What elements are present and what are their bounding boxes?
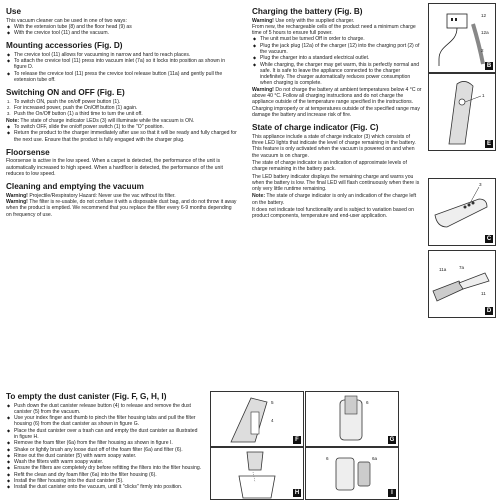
list-item: ◆ While charging, the charger may get warm, this is perfectly normal and safe. It is safe to leave the appliance connected to the charger indefinitely. The charger automatically reduces power consumption when charging is complete. [252, 62, 422, 87]
warning-label: Warning! [252, 17, 274, 24]
list-item: ◆ Plug the charger into a standard electrical outlet. [252, 55, 422, 61]
indicator-p4: It does not indicate tool functionality and is subject to variation based on product components, temperature and end-user application. [252, 207, 414, 220]
figure-h-illustration [211, 448, 303, 499]
figure-d [428, 250, 496, 318]
warning-text: Projectile/Respiratory Hazard: Never use the vac without its filter. [29, 192, 176, 199]
fig-number: 5 [271, 400, 274, 405]
figure-i-illustration [306, 448, 398, 499]
figure-label: E [486, 141, 491, 147]
figure-i [305, 447, 399, 500]
figure-b [428, 3, 496, 73]
fig-number: 2 [481, 48, 484, 53]
list-item: ◆ Shake or lightly brush any loose dust off of the foam filter (6a) and filter (6). [6, 447, 202, 453]
figure-label: D [486, 308, 492, 314]
figure-e [428, 73, 496, 151]
use-intro: This vacuum cleaner can be used in one of two ways: [6, 17, 127, 24]
indicator-note [252, 193, 422, 206]
empty-heading: To empty the dust canister (Fig. F, G, H, I) [6, 392, 167, 401]
list-item: ◆ Place the dust canister over a trash can and empty the dust canister as illustrated in figure H. [6, 428, 202, 441]
switching-heading: Switching ON and OFF (Fig. E) [6, 88, 125, 98]
figure-g-illustration [306, 392, 398, 446]
empty-canister-section [6, 387, 238, 491]
fig-number: 6 [366, 400, 369, 405]
use-heading: Use [6, 7, 22, 16]
empty-list [6, 403, 202, 491]
warning-label: Warning! [6, 199, 28, 206]
note-label: Note: [252, 193, 266, 200]
right-column [252, 2, 422, 220]
use-list [6, 24, 238, 37]
list-item: ◆ Rinse out the dust canister (5) with warm soapy water. [6, 453, 202, 459]
figure-label: F [293, 436, 301, 444]
figure-label: H [294, 490, 300, 496]
list-item: ◆ Use your index finger and thumb to pinch the filter housing tabs and pull the filter housing (6) from the dust canister as shown in figure G. [6, 415, 202, 428]
list-item: ◆ To release the crevice tool (11) press the crevice tool release button (11a) and gently pull the extension tube off. [6, 71, 238, 84]
warning-label: Warning! [252, 86, 274, 93]
fig-number: 12 [481, 13, 487, 18]
indicator-heading: State of charge indicator (Fig. C) [252, 123, 379, 133]
figure-label: G [389, 437, 395, 443]
floorsense-heading: Floorsense [6, 147, 50, 157]
fig-number: 4 [271, 418, 274, 423]
list-item: ◆ Install the filter housing into the dust canister (5). [6, 478, 202, 484]
charging-intro: From new, the rechargeable cells of the product need a minimum charge time of 5 hours to ensure full power. [252, 23, 416, 37]
list-item: ◆ With the crevice tool (11) and the vacuum. [6, 30, 238, 36]
charging-list [252, 36, 422, 86]
list-item: ◆ The crevice tool (11) allows for vacuuming in narrow and hard to reach places. [6, 52, 238, 58]
cleaning-warning-2 [6, 199, 238, 218]
figure-label: C [486, 236, 492, 242]
fig-number: 7a [459, 265, 465, 270]
figure-h [210, 447, 304, 500]
list-item: ◆ Ensure the filters are completely dry before refitting the filters into the filter housing. [6, 465, 202, 471]
list-item: ◆ With the extension tube (8) and the floor head (9) as [6, 24, 238, 30]
fig-number: 11a [439, 267, 447, 272]
list-item: ◆ Return the product to the charger immediately after use so that it will be ready and fully charged for the next use. Ensure that the product is fully engaged with the charger plug. [6, 130, 238, 143]
indicator-p3: The LED battery indicator displays the remaining charge and warns you when the battery is low. The final LED will flash continuously when there is only very little runtime remaining. [252, 173, 420, 193]
warning-label: Warning! [6, 192, 28, 199]
warning-text: Do not charge the battery at ambient temperatures below 4 °C or above 40 °C. Follow all charging instructions and do not charge the appliance outside of the temperature range specified in the instructions. Charging improperly or at temperatures outside of the specified range may damage the battery and increase risk of fire. [252, 86, 422, 118]
left-column [6, 2, 238, 218]
list-item: ◆ Plug the jack plug (12a) of the charger (12) into the charging port (2) of the vacuum. [252, 43, 422, 56]
fig-number: 1 [482, 93, 485, 98]
list-item: ◆ Remove the foam filter (6a) from the filter housing as shown in figure I. [6, 440, 202, 446]
switching-list [6, 124, 238, 143]
list-item: For increased power, push the On/Off button (1) again. [14, 105, 138, 112]
figure-f-illustration [211, 392, 303, 446]
figure-label: I [388, 489, 396, 497]
fig-number: 3 [479, 182, 482, 187]
warning-text: The filter is re-usable, do not confuse it with a disposable dust bag, and do not throw it away when the product is emptied. We recommend that you replace the filter every 6-9 months depending on frequency of use. [6, 199, 237, 218]
note-text: The state of charge indicator LEDs (3) will illuminate while the vacuum is ON. [20, 117, 195, 124]
figure-label: B [486, 63, 492, 69]
fig-number: 6a [372, 456, 378, 461]
list-item: ◆ To switch OFF, slide the on/off power switch (1) to the "O" position. [6, 124, 238, 130]
figure-f [210, 391, 304, 447]
list-item: ◆ Install the dust canister onto the vacuum, until it "clicks" firmly into position. [6, 484, 202, 490]
cleaning-heading: Cleaning and emptying the vacuum [6, 182, 144, 192]
figure-c [428, 178, 496, 246]
warning-text: Use only with the supplied charger. [275, 17, 355, 24]
list-item: ◆ The unit must be turned Off in order to charge. [252, 36, 422, 42]
list-item: ◆ Wash the filters with warm soapy water. [6, 459, 202, 465]
switching-steps [6, 99, 238, 118]
note-label: Note: [6, 117, 20, 124]
indicator-p2: The state of charge indicator is an indication of approximate levels of charge remaining in the battery pack. [252, 159, 407, 173]
floorsense-text: Floorsense is active in the low speed. When a carpet is detected, the performance of the unit is automatically increased to high speed. When a hardfloor is detected, the performance of the unit reduces to low speed. [6, 158, 223, 178]
charging-heading: Charging the battery (Fig. B) [252, 7, 363, 16]
mounting-list [6, 52, 238, 83]
figure-g [305, 391, 399, 447]
fig-number: 11 [481, 291, 486, 296]
charging-warning-2 [252, 87, 422, 118]
fig-number: 12a [481, 30, 489, 35]
list-item: Push the On/Off button (1) a third time to turn the unit off. [14, 111, 143, 118]
list-item: ◆ Refit the clean and dry foam filter (6a) into the filter housing (6). [6, 472, 202, 478]
list-item: To switch ON, push the on/off power button (1). [14, 98, 121, 105]
list-item: ◆ To attach the crevice tool (11) press into vacuum inlet (7a) so it locks into position as shown in figure D. [6, 58, 238, 71]
indicator-p1: This appliance include a state of charge indicator (3) which consists of three LED lights that indicate the level of charge remaining in the battery. This feature is only activated when the vacuum is powered on and when the vacuum is on charge. [252, 133, 416, 159]
note-text: The state of charge indicator is only an indication of the charge left on the battery. [252, 193, 417, 206]
mounting-heading: Mounting accessories (Fig. D) [6, 41, 123, 51]
figure-e-illustration [429, 74, 495, 150]
fig-number: 6 [326, 456, 329, 461]
list-item: ◆ Push down the dust canister release button (4) to release and remove the dust canister (5) from the vacuum. [6, 403, 202, 416]
